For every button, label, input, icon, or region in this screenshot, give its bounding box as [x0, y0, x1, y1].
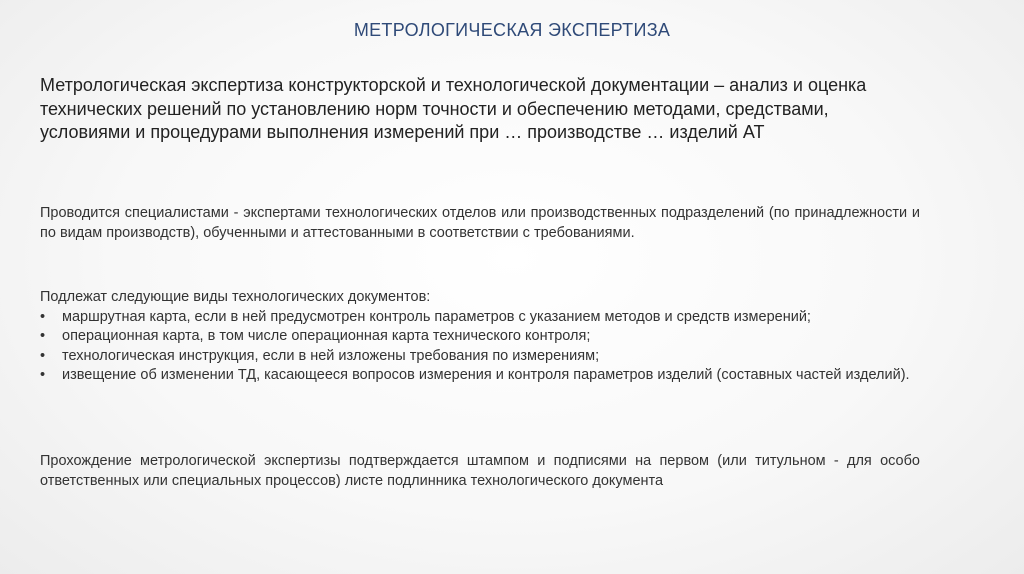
performed-by-paragraph: Проводится специалистами - экспертами технологических отделов или производственных подразделений (по принадлежности и по видам производств), обученными и аттестованными в соответствии с требованиями.	[40, 205, 920, 241]
documents-heading: Подлежат следующие виды технологических документов:	[40, 289, 431, 305]
list-item	[40, 347, 920, 367]
bullet-glyph: •	[40, 347, 46, 364]
documents-section	[40, 288, 920, 386]
bullet-glyph: •	[40, 367, 46, 383]
list-item-text: операционная карта, в том числе операционная карта технического контроля;	[62, 328, 591, 344]
documents-list	[40, 308, 920, 386]
definition-paragraph: Метрологическая экспертиза конструкторской и технологической документации – анализ и оценка технических решений по установлению норм точности и обеспечению методами, средствами, условиями и процедурами выполнения измерений при … производстве … изделий АТ	[40, 75, 867, 142]
list-item	[40, 366, 920, 386]
list-item	[40, 327, 920, 347]
bullet-glyph: •	[40, 308, 46, 325]
list-item-text: маршрутная карта, если в ней предусмотрен контроль параметров с указанием методов и средств измерений;	[62, 308, 811, 325]
list-item	[40, 308, 920, 328]
confirmation-paragraph: Прохождение метрологической экспертизы подтверждается штампом и подписями на первом (или титульном - для особо ответственных или специальных процессов) листе подлинника технологического документа	[40, 453, 920, 489]
bullet-glyph: •	[40, 328, 46, 344]
list-item-text: извещение об изменении ТД, касающееся вопросов измерения и контроля параметров изделий (составных частей изделий).	[62, 367, 910, 383]
list-item-text: технологическая инструкция, если в ней изложены требования по измерениям;	[62, 347, 600, 364]
slide-title: МЕТРОЛОГИЧЕСКАЯ ЭКСПЕРТИЗА	[353, 20, 671, 40]
